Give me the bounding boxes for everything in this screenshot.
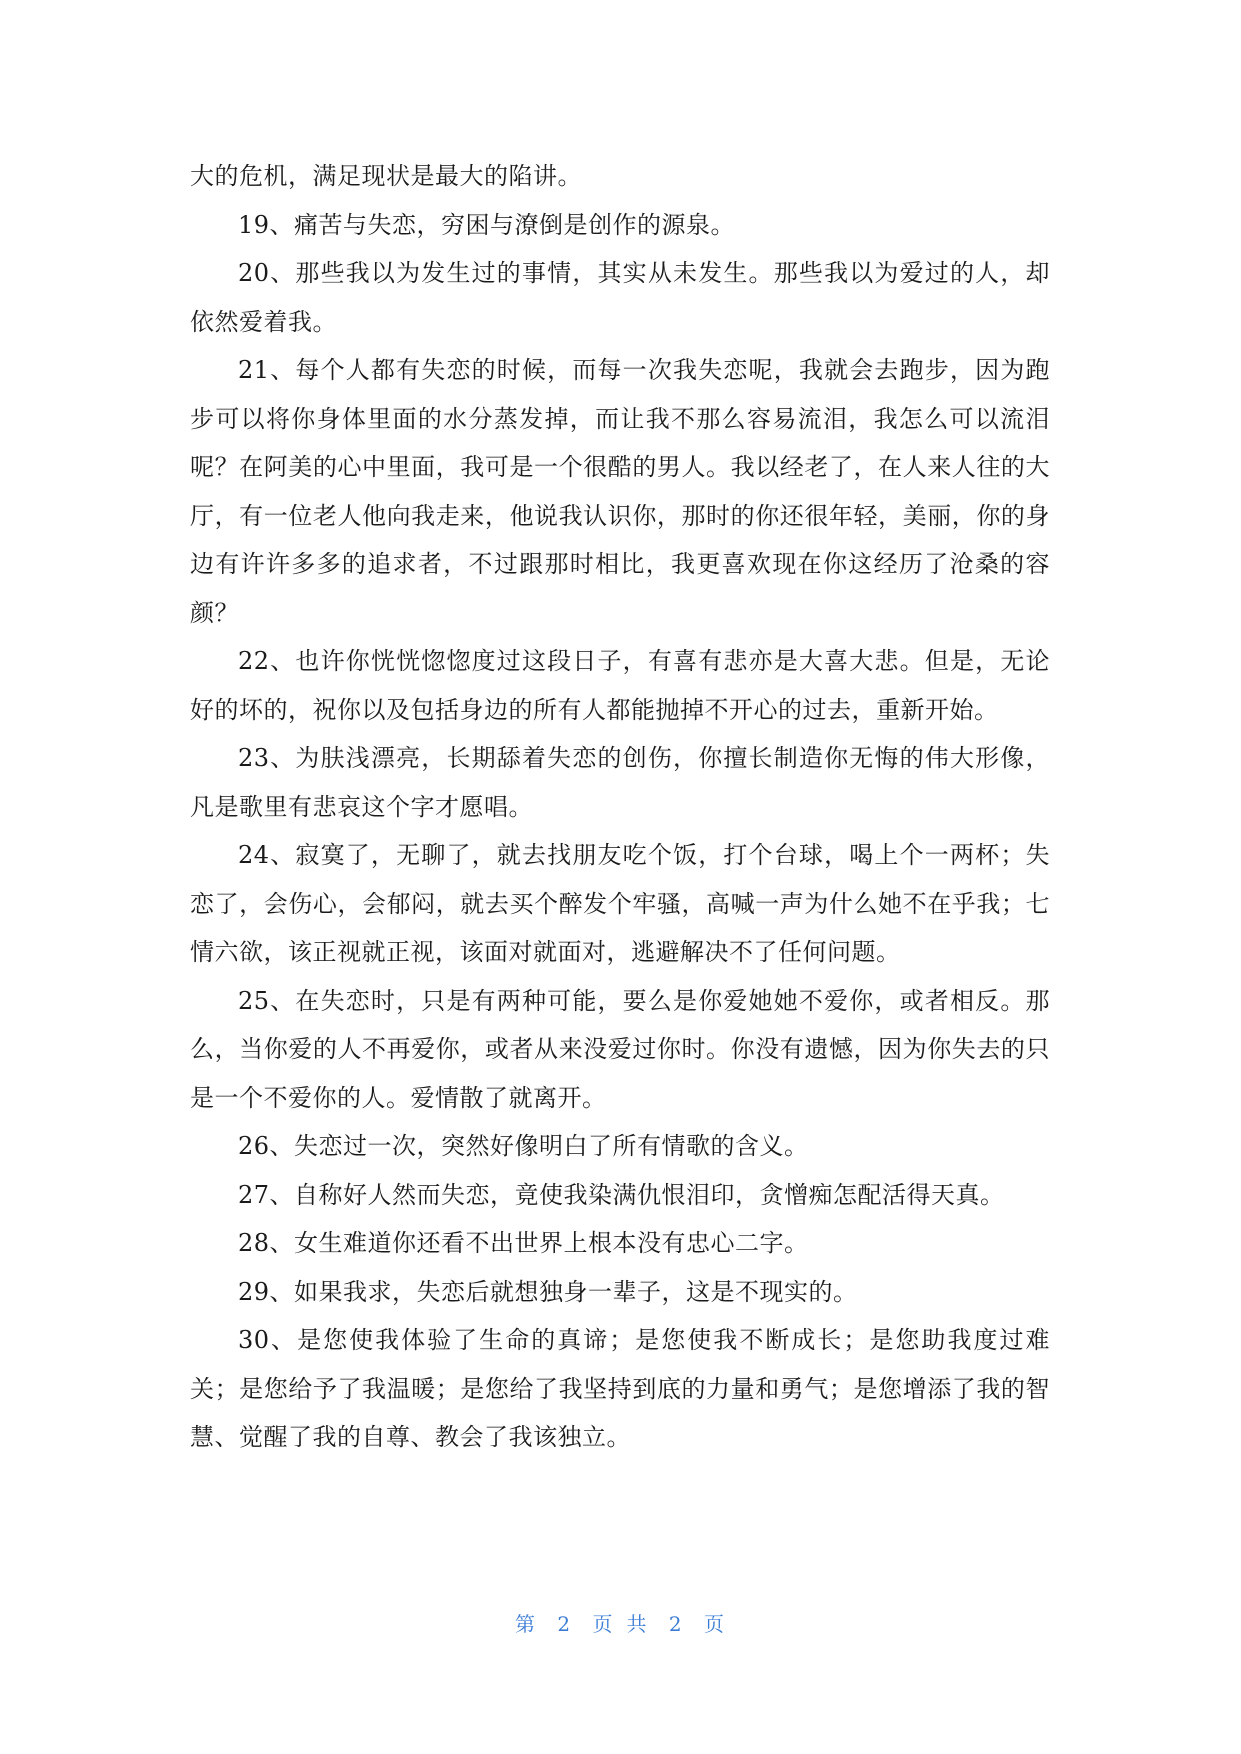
footer-word-di: 第 — [515, 1612, 538, 1636]
footer-word-ye-end: 页 — [703, 1612, 726, 1636]
paragraph-20: 20、那些我以为发生过的事情，其实从未发生。那些我以为爱过的人，却依然爱着我。 — [190, 259, 1050, 336]
document-body — [190, 152, 1050, 1462]
paragraph-27: 27、自称好人然而失恋，竟使我染满仇恨泪印，贪憎痴怎配活得天真。 — [238, 1180, 1005, 1209]
paragraph-24: 24、寂寞了，无聊了，就去找朋友吃个饭，打个台球，喝上个一两杯；失恋了，会伤心，会郁闷，就去买个醉发个牢骚，高喊一声为什么她不在乎我；七情六欲，该正视就正视，该面对就面对，逃避解决不了任何问题。 — [190, 841, 1050, 966]
footer-word-ye: 页 — [592, 1612, 615, 1636]
paragraph-21: 21、每个人都有失恋的时候，而每一次我失恋呢，我就会去跑步，因为跑步可以将你身体里面的水分蒸发掉，而让我不那么容易流泪，我怎么可以流泪呢？在阿美的心中里面，我可是一个很酷的男人。我以经老了，在人来人往的大厅，有一位老人他向我走来，他说我认识你，那时的你还很年轻，美丽，你的身边有许许多多的追求者，不过跟那时相比，我更喜欢现在你这经历了沧桑的容颜？ — [190, 356, 1050, 627]
paragraph-26: 26、失恋过一次，突然好像明白了所有情歌的含义。 — [238, 1132, 809, 1160]
paragraph-18-continuation: 大的危机，满足现状是最大的陷讲。 — [190, 162, 582, 190]
paragraph-30: 30、是您使我体验了生命的真谛；是您使我不断成长；是您助我度过难关；是您给予了我温暖；是您给了我坚持到底的力量和勇气；是您增添了我的智慧、觉醒了我的自尊、教会了我该独立。 — [190, 1326, 1050, 1451]
paragraph-28: 28、女生难道你还看不出世界上根本没有忠心二字。 — [238, 1229, 809, 1257]
paragraph-23: 23、为肤浅漂亮，长期舔着失恋的创伤，你擅长制造你无悔的伟大形像，凡是歌里有悲哀这个字才愿唱。 — [190, 744, 1050, 821]
paragraph-19: 19、痛苦与失恋，穷困与潦倒是创作的源泉。 — [238, 210, 736, 239]
page-footer — [0, 1608, 1241, 1637]
footer-total-pages: 2 — [668, 1612, 684, 1636]
paragraph-29: 29、如果我求，失恋后就想独身一辈子，这是不现实的。 — [238, 1277, 858, 1306]
paragraph-25: 25、在失恋时，只是有两种可能，要么是你爱她她不爱你，或者相反。那么，当你爱的人不再爱你，或者从来没爱过你时。你没有遗憾，因为你失去的只是一个不爱你的人。爱情散了就离开。 — [190, 986, 1050, 1112]
footer-current-page: 2 — [557, 1612, 573, 1636]
footer-word-gong: 共 — [626, 1612, 649, 1636]
paragraph-22: 22、也许你恍恍惚惚度过这段日子，有喜有悲亦是大喜大悲。但是，无论好的坏的，祝你以及包括身边的所有人都能抛掉不开心的过去，重新开始。 — [190, 647, 1050, 724]
